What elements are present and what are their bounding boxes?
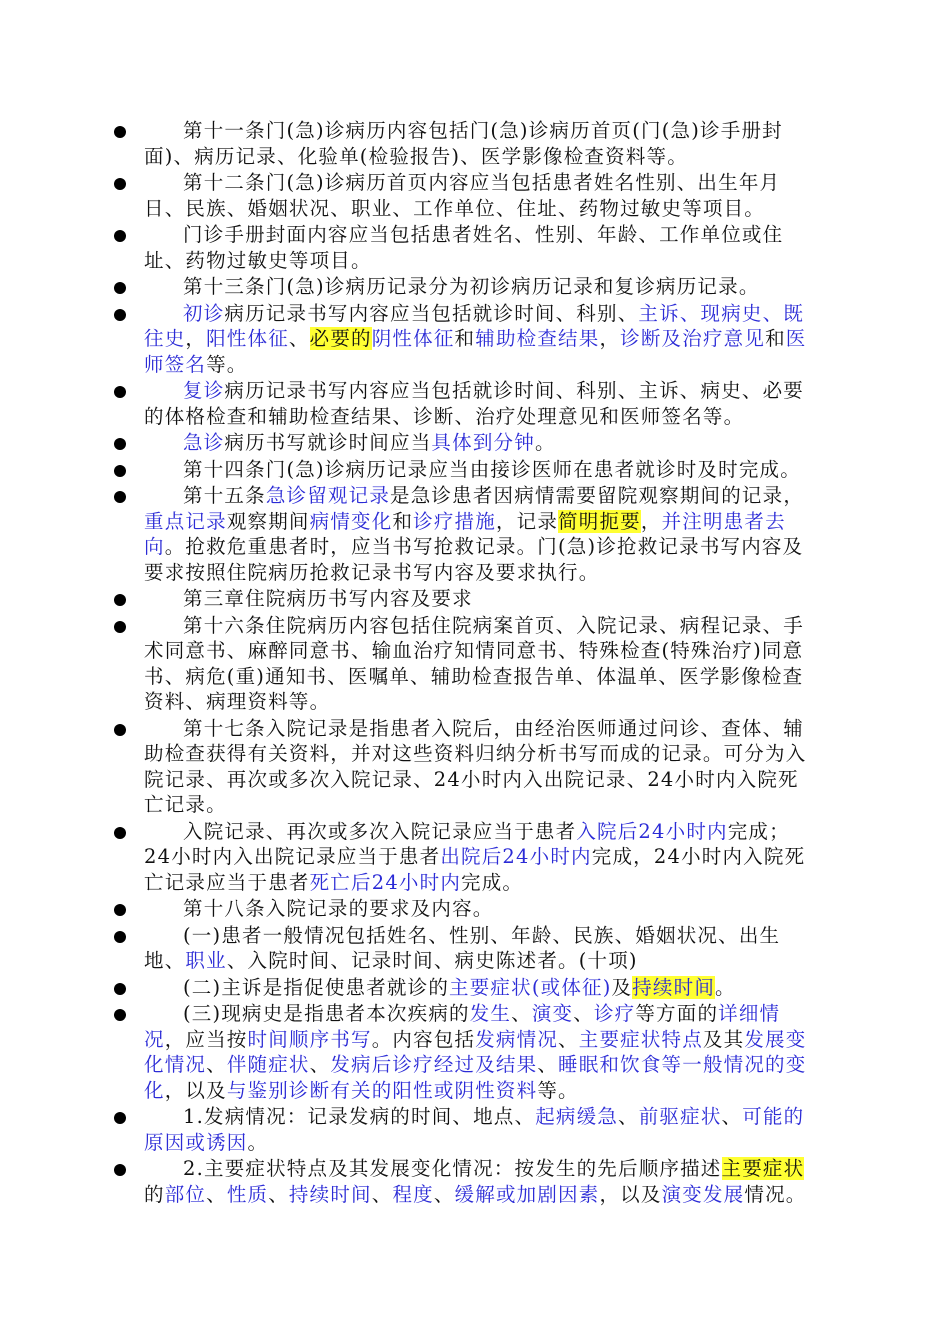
list-item xyxy=(112,274,812,300)
highlighted-text: 主要症状特点 xyxy=(578,1027,703,1051)
paragraph-text xyxy=(144,118,812,169)
bullet-dot-icon xyxy=(112,457,144,483)
highlighted-text: 时间顺序书写 xyxy=(247,1027,372,1051)
text-run: 、 xyxy=(206,1182,227,1206)
text-run: 是急诊患者因病情需要留院观察期间的记录， xyxy=(390,484,805,507)
text-run: 、 xyxy=(433,1182,455,1206)
highlighted-text: 性质 xyxy=(226,1182,269,1206)
highlighted-text: 主诉、现病史、既往史 xyxy=(144,301,805,350)
list-item xyxy=(112,378,812,429)
highlighted-text: 可能的原因或诱因 xyxy=(144,1105,805,1154)
highlighted-text: 演变发展 xyxy=(661,1182,745,1206)
highlighted-text: 发病情况 xyxy=(475,1027,559,1051)
paragraph-text xyxy=(144,923,812,974)
list-item xyxy=(112,716,812,818)
text-run: 第十五条 xyxy=(183,484,266,507)
text-run: 的 xyxy=(144,1182,165,1206)
list-item xyxy=(112,1156,812,1207)
paragraph-text xyxy=(144,896,812,922)
text-run: 、 xyxy=(288,327,310,350)
paragraph-text xyxy=(144,1001,812,1103)
list-item xyxy=(112,430,812,456)
text-run: 第十三条门(急)诊病历记录分为初诊病历记录和复诊病历记录。 xyxy=(183,275,760,298)
bullet-dot-icon xyxy=(112,586,144,612)
text-run: 病历书写就诊时间应当 xyxy=(224,431,432,454)
text-run: 和 xyxy=(765,327,786,350)
text-run: 。抢救危重患者时，应当书写抢救记录。门(急)诊抢救记录书写内容及要求按照住院病历抢救记录书写内容及要求执行。 xyxy=(144,535,804,584)
highlighted-text: 病情变化 xyxy=(309,509,393,533)
paragraph-text xyxy=(144,430,812,456)
list-item xyxy=(112,613,812,715)
bullet-dot-icon xyxy=(112,301,144,378)
highlighted-text: 发展变化情况 xyxy=(144,1027,807,1076)
highlighted-text: 入院后24小时内 xyxy=(576,819,728,843)
paragraph-text xyxy=(144,586,812,612)
highlighted-text: 必要的 xyxy=(309,327,372,350)
highlighted-text: 具体到分钟 xyxy=(431,431,535,454)
highlighted-text: 急诊 xyxy=(183,431,225,454)
text-run: ，应当按 xyxy=(164,1027,248,1051)
highlighted-text: 急诊留观记录 xyxy=(265,484,391,507)
text-run: 。 xyxy=(534,431,556,454)
paragraph-text xyxy=(144,975,812,1001)
bullet-dot-icon xyxy=(112,170,144,221)
paragraph-text xyxy=(144,170,812,221)
paragraph-text xyxy=(144,716,812,818)
list-item xyxy=(112,586,812,612)
highlighted-text: 睡眠和饮食等一般情况的变化 xyxy=(144,1053,807,1102)
highlighted-text: 阳性体征 xyxy=(206,327,289,350)
list-item xyxy=(112,457,812,483)
list-item xyxy=(112,819,812,896)
text-run: ，以及 xyxy=(599,1182,662,1206)
paragraph-text xyxy=(144,301,812,378)
highlighted-text: 缓解或加剧因素 xyxy=(454,1182,600,1206)
text-run: 、 xyxy=(309,1053,331,1076)
list-item xyxy=(112,896,812,922)
highlighted-text: 诊断及治疗意见 xyxy=(620,327,766,350)
bullet-dot-icon xyxy=(112,274,144,300)
bullet-dot-icon xyxy=(112,1156,144,1207)
highlighted-text: 前驱症状 xyxy=(638,1105,722,1128)
text-run: 病历记录书写内容应当包括就诊时间、科别、 xyxy=(224,301,639,325)
highlighted-text: 与鉴别诊断有关的阳性或阴性资料 xyxy=(226,1078,538,1102)
highlighted-text: 主要症状(或体征) xyxy=(449,975,612,999)
text-run: 、 xyxy=(511,1002,532,1025)
text-run: 第三章住院病历书写内容及要求 xyxy=(183,587,473,610)
text-run: 情况。 xyxy=(744,1182,807,1206)
list-item xyxy=(112,923,812,974)
paragraph-text xyxy=(144,819,812,896)
highlighted-text: 发病后诊疗经过及结果 xyxy=(330,1053,538,1076)
text-run: 2.主要症状特点及其发展变化情况：按发生的先后顺序描述 xyxy=(183,1157,722,1180)
highlighted-text: 起病缓急 xyxy=(535,1105,619,1128)
paragraph-text xyxy=(144,457,812,483)
bullet-dot-icon xyxy=(112,378,144,429)
text-run: 、 xyxy=(573,1002,594,1025)
list-item xyxy=(112,1104,812,1155)
text-run: 第十二条门(急)诊病历首页内容应当包括患者姓名性别、出生年月日、民族、婚姻状况、职业、工作单位、住址、药物过敏史等项目。 xyxy=(144,171,781,220)
highlighted-text: 并注明患者去向 xyxy=(144,509,786,558)
highlighted-text: 出院后24小时内 xyxy=(440,845,592,868)
text-run: 完成。 xyxy=(461,870,524,894)
text-run: 、 xyxy=(618,1105,639,1128)
highlighted-text: 辅助检查结果 xyxy=(475,327,600,350)
text-run: 、 xyxy=(721,1105,743,1128)
text-run: 和 xyxy=(454,327,476,350)
highlighted-text: 主要症状 xyxy=(721,1157,805,1180)
bullet-dot-icon xyxy=(112,1001,144,1103)
highlighted-text: 阴性体征 xyxy=(371,327,455,350)
text-run: 及 xyxy=(611,975,633,999)
text-run: 第十七条入院记录是指患者入院后，由经治医师通过问诊、查体、辅助检查获得有关资料，并对这些资料归纳分析书写而成的记录。可分为入院记录、再次或多次入院记录、24小时内入出院记录、24小时内入院死亡记录。 xyxy=(144,716,807,816)
list-item xyxy=(112,118,812,169)
text-run: 病历记录书写内容应当包括就诊时间、科别、主诉、病史、必要的体格检查和辅助检查结果、诊断、治疗处理意见和医师签名等。 xyxy=(144,379,805,428)
text-run: 门诊手册封面内容应当包括患者姓名、性别、年龄、工作单位或住址、药物过敏史等项目。 xyxy=(144,223,784,272)
list-item xyxy=(112,975,812,1001)
bullet-dot-icon xyxy=(112,923,144,974)
paragraph-text xyxy=(144,378,812,429)
bullet-dot-icon xyxy=(112,483,144,585)
highlighted-text: 详细情况 xyxy=(144,1002,781,1051)
text-run: ，以及 xyxy=(164,1078,227,1102)
highlighted-text: 复诊 xyxy=(183,379,225,402)
highlighted-text: 死亡后24小时内 xyxy=(309,870,462,894)
text-run: 。内容包括 xyxy=(371,1027,476,1051)
text-run: 、 xyxy=(268,1182,289,1206)
list-item xyxy=(112,483,812,585)
bullet-dot-icon xyxy=(112,1104,144,1155)
text-run: 完成；24小时内入出院记录应当于患者 xyxy=(144,819,790,868)
text-run: 等方面的 xyxy=(635,1002,719,1025)
text-run: 第十八条入院记录的要求及内容。 xyxy=(183,897,494,920)
highlighted-text: 医师签名 xyxy=(144,327,807,376)
highlighted-text: 持续时间 xyxy=(632,975,716,999)
text-run: ， xyxy=(640,509,662,533)
paragraph-text xyxy=(144,222,812,273)
text-run: 1.发病情况：记录发病的时间、地点、 xyxy=(183,1105,536,1128)
bullet-dot-icon xyxy=(112,613,144,715)
text-run: ， xyxy=(599,327,621,350)
bullet-dot-icon xyxy=(112,118,144,169)
highlighted-text: 部位 xyxy=(164,1182,207,1206)
text-run: 第十六条住院病历内容包括住院病案首页、入院记录、病程记录、手术同意书、麻醉同意书、输血治疗知情同意书、特殊检查(特殊治疗)同意书、病危(重)通知书、医嘱单、辅助检查报告单、体温单、医学影像检查资料、病理资料等。 xyxy=(144,613,805,713)
text-run: ，记录 xyxy=(495,509,559,533)
text-run: 。 xyxy=(715,975,736,999)
paragraph-text xyxy=(144,483,812,585)
bullet-list xyxy=(112,118,812,1208)
text-run: 、 xyxy=(537,1053,559,1076)
highlighted-text: 职业 xyxy=(185,949,227,972)
highlighted-text: 持续时间 xyxy=(288,1182,372,1206)
text-run: 完成，24小时内入院死亡记录应当于患者 xyxy=(144,845,806,894)
text-run: 、入院时间、记录时间、病史陈述者。(十项) xyxy=(226,949,638,972)
highlighted-text: 程度 xyxy=(392,1182,434,1206)
text-run: ， xyxy=(185,327,207,350)
list-item xyxy=(112,222,812,273)
highlighted-text: 诊疗措施 xyxy=(413,509,496,533)
text-run: (一)患者一般情况包括姓名、性别、年龄、民族、婚姻状况、出生地、 xyxy=(144,923,781,972)
paragraph-text xyxy=(144,613,812,715)
highlighted-text: 诊疗 xyxy=(593,1002,636,1025)
text-run: 第十四条门(急)诊病历记录应当由接诊医师在患者就诊时及时完成。 xyxy=(183,457,801,481)
list-item xyxy=(112,1001,812,1103)
highlighted-text: 伴随症状 xyxy=(226,1053,310,1076)
bullet-dot-icon xyxy=(112,222,144,273)
text-run: 等。 xyxy=(206,352,248,376)
list-item xyxy=(112,170,812,221)
text-run: 、 xyxy=(371,1182,393,1206)
text-run: 、 xyxy=(206,1053,227,1076)
highlighted-text: 初诊 xyxy=(183,301,225,325)
text-run: 入院记录、再次或多次入院记录应当于患者 xyxy=(183,819,577,843)
text-run: 及其 xyxy=(702,1027,745,1051)
text-run: 第十一条门(急)诊病历内容包括门(急)诊病历首页(门(急)诊手册封面)、病历记录、化验单(检验报告)、医学影像检查资料等。 xyxy=(144,119,783,168)
paragraph-text xyxy=(144,274,812,300)
text-run: 观察期间 xyxy=(226,509,310,533)
bullet-dot-icon xyxy=(112,975,144,1001)
text-run: (二)主诉是指促使患者就诊的 xyxy=(183,975,450,999)
highlighted-text: 演变 xyxy=(531,1002,574,1025)
text-run: 、 xyxy=(558,1027,579,1051)
text-run: 和 xyxy=(392,509,414,533)
bullet-dot-icon xyxy=(112,896,144,922)
bullet-dot-icon xyxy=(112,819,144,896)
text-run: 。 xyxy=(247,1130,269,1154)
bullet-dot-icon xyxy=(112,430,144,456)
list-item xyxy=(112,301,812,378)
highlighted-text: 发生 xyxy=(469,1002,512,1025)
text-run: (三)现病史是指患者本次疾病的 xyxy=(183,1002,470,1025)
bullet-dot-icon xyxy=(112,716,144,818)
text-run: 等。 xyxy=(537,1078,579,1102)
paragraph-text xyxy=(144,1104,812,1155)
highlighted-text: 简明扼要 xyxy=(558,509,641,533)
paragraph-text xyxy=(144,1156,812,1207)
highlighted-text: 重点记录 xyxy=(144,509,227,533)
